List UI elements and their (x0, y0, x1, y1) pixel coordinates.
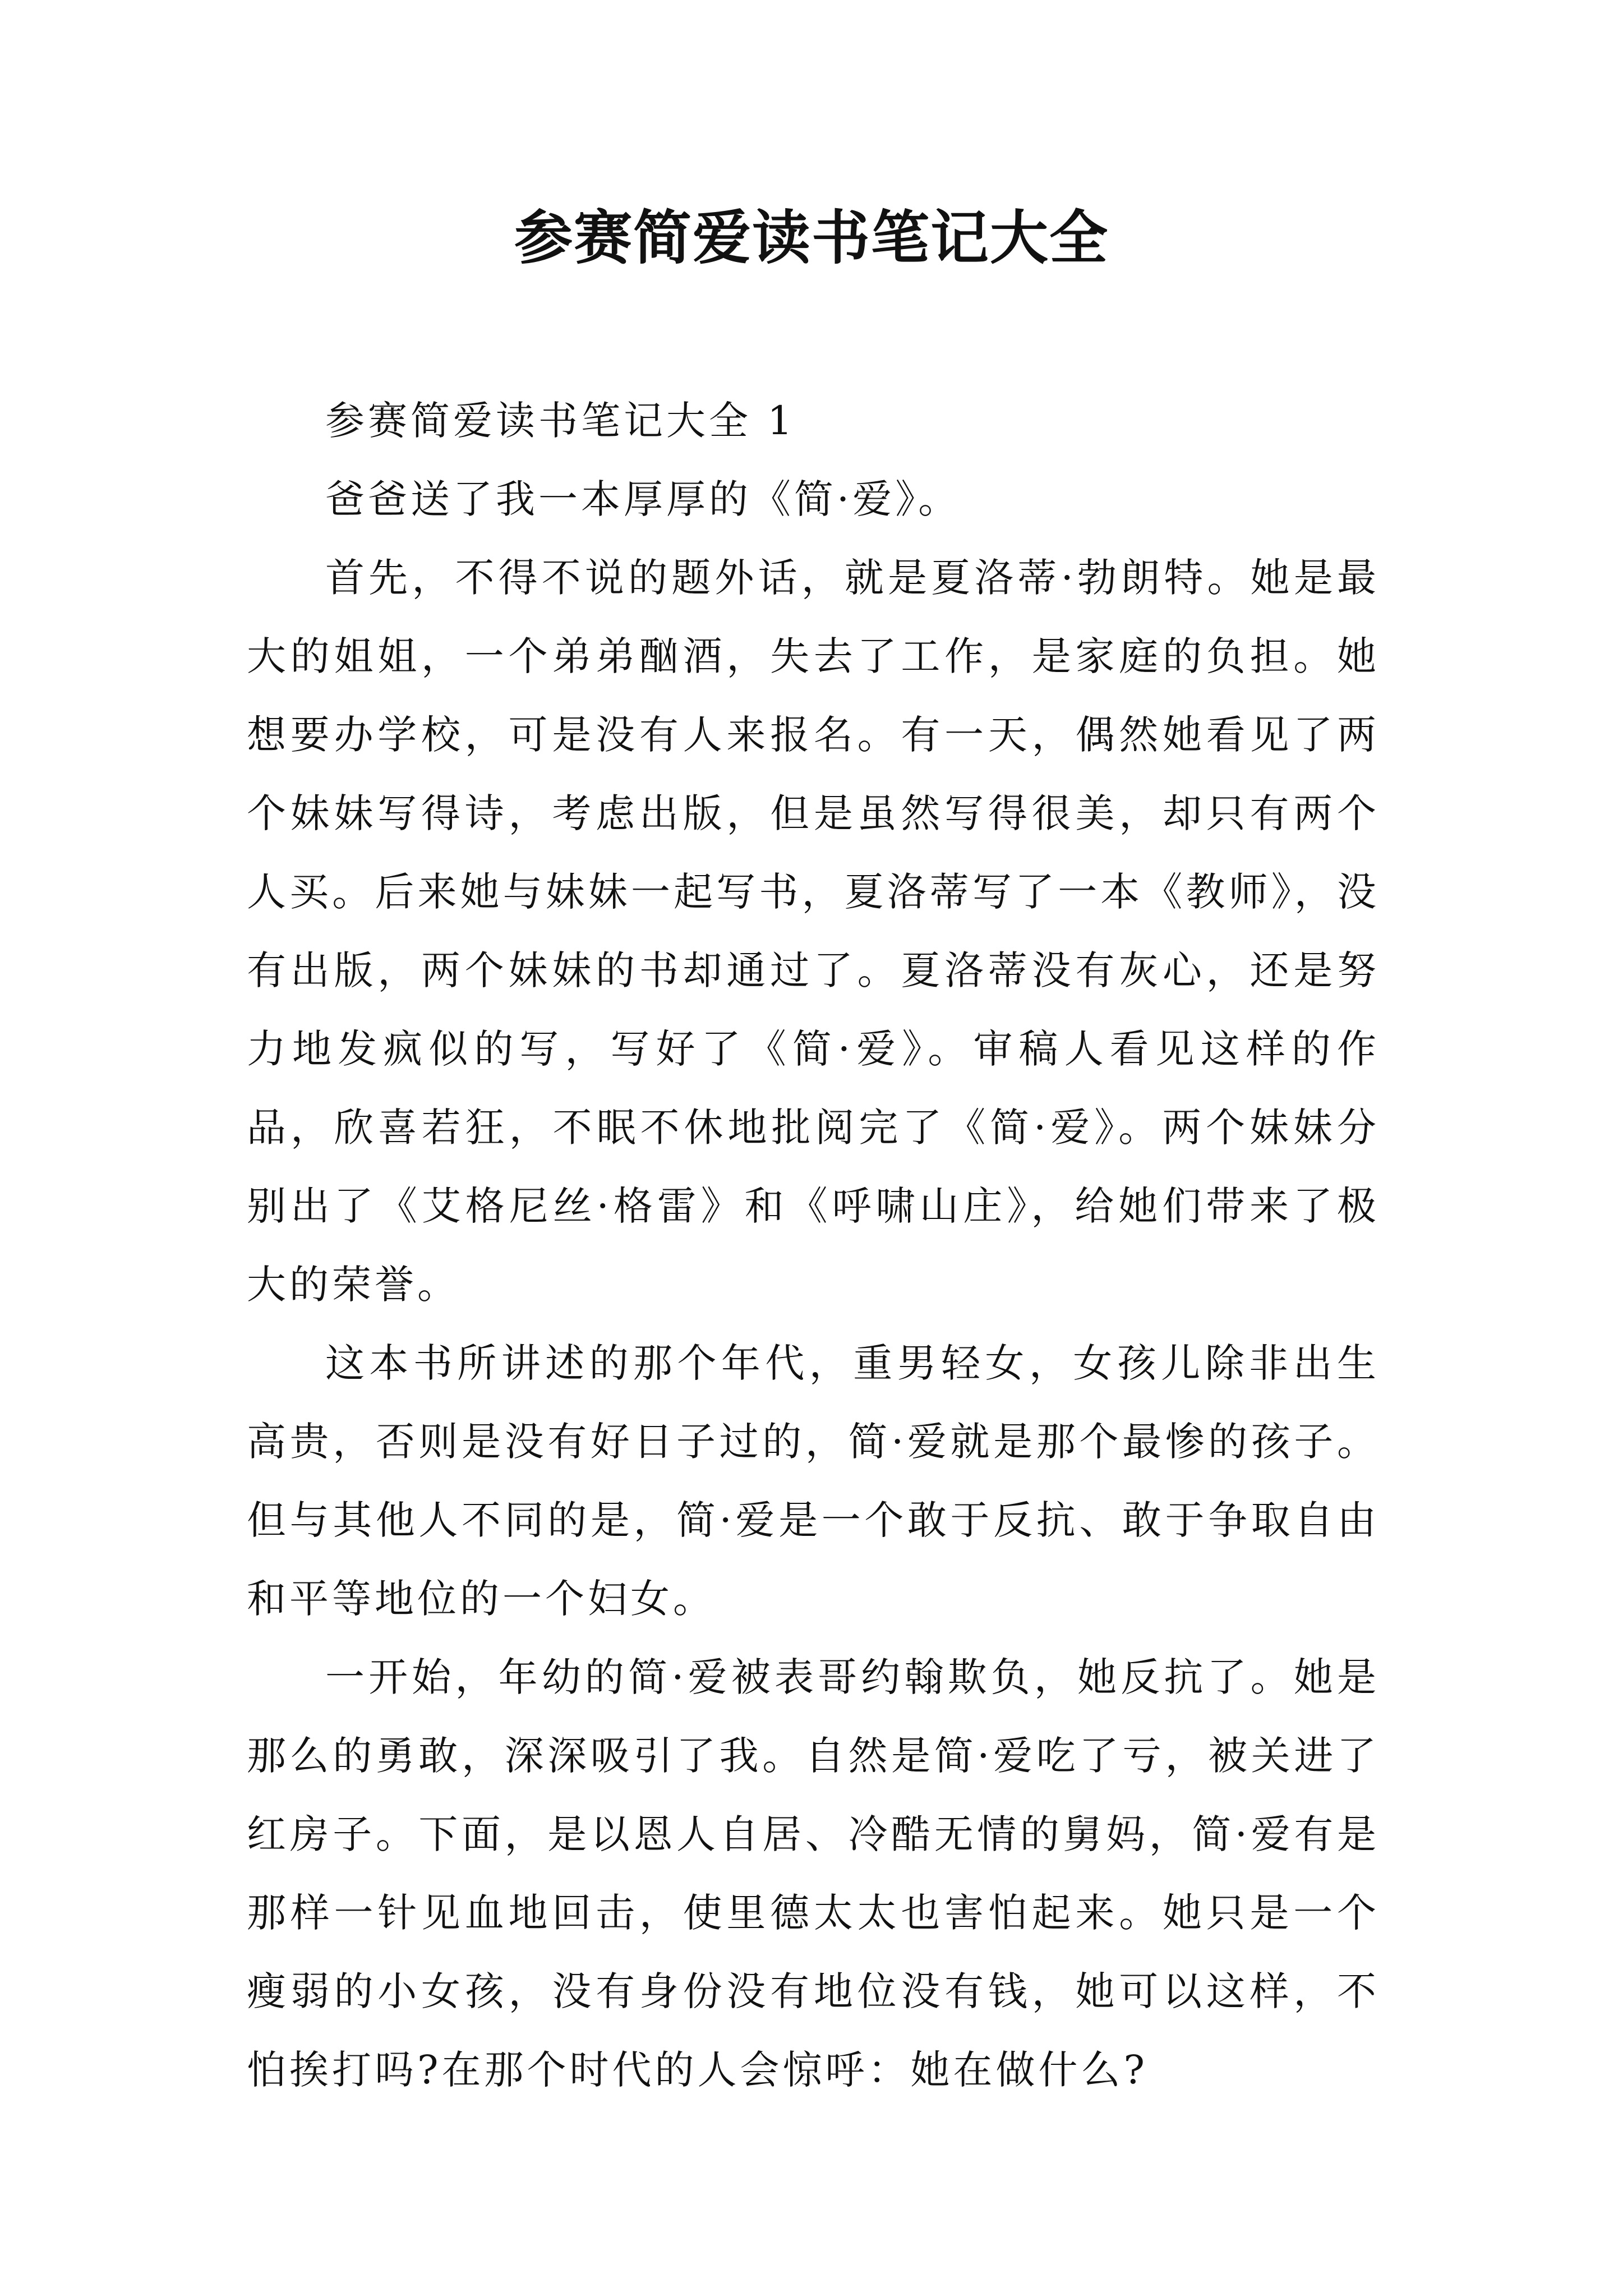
section-heading: 参赛简爱读书笔记大全 1 (325, 398, 796, 444)
paragraph: 首先，不得不说的题外话，就是夏洛蒂·勃朗特。她是最大的姐姐，一个弟弟酗酒，失去了工作，是家庭的负担。她想要办学校，可是没有人来报名。有一天，偶然她看见了两个妹妹写得诗，考虑出版，但是虽然写得很美，却只有两个人买。后来她与妹妹一起写书，夏洛蒂写了一本《教师》，没有出版，两个妹妹的书却通过了。夏洛蒂没有灰心，还是努力地发疯似的写，写好了《简·爱》。审稿人看见这样的作品，欣喜若狂，不眠不休地批阅完了《简·爱》。两个妹妹分别出了《艾格尼丝·格雷》和《呼啸山庄》，给她们带来了极大的荣誉。 (247, 555, 1380, 1308)
paragraph: 爸爸送了我一本厚厚的《简·爱》。 (325, 476, 961, 522)
paragraph: 一开始，年幼的简·爱被表哥约翰欺负，她反抗了。她是那么的勇敢，深深吸引了我。自然是简·爱吃了亏，被关进了红房子。下面，是以恩人自居、冷酷无情的舅妈，简·爱有是那样一针见血地回击，使里德太太也害怕起来。她只是一个瘦弱的小女孩，没有身份没有地位没有钱，她可以这样，不怕挨打吗?在那个时代的人会惊呼：她在做什么? (247, 1654, 1380, 2093)
document-body (247, 381, 1380, 2109)
paragraph: 这本书所讲述的那个年代，重男轻女，女孩儿除非出生高贵，否则是没有好日子过的，简·爱就是那个最惨的孩子。但与其他人不同的是，简·爱是一个敢于反抗、敢于争取自由和平等地位的一个妇女。 (247, 1340, 1380, 1622)
document-title: 参赛简爱读书笔记大全 (514, 203, 1109, 272)
